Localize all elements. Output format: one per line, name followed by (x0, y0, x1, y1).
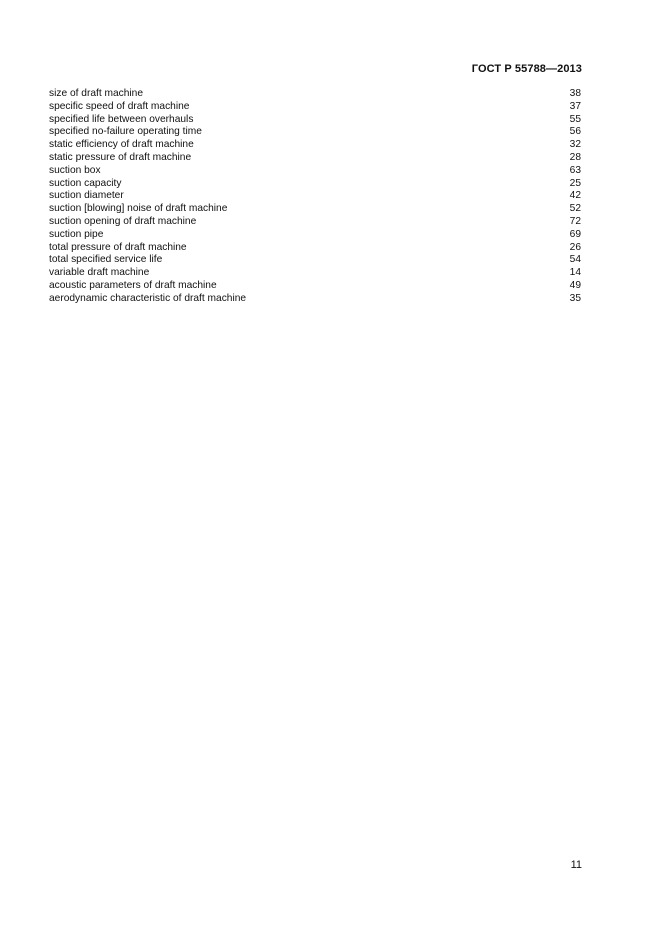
index-term: suction box (49, 164, 101, 176)
index-term: specific speed of draft machine (49, 100, 190, 112)
index-entry (49, 165, 581, 178)
index-term: suction capacity (49, 177, 122, 189)
index-term: variable draft machine (49, 267, 150, 279)
index-page-ref: 26 (569, 241, 581, 253)
index-term: suction pipe (49, 228, 104, 240)
index-entry (49, 280, 581, 293)
index-page-ref: 37 (569, 100, 581, 112)
index-entry (49, 229, 581, 242)
index-term: total specified service life (49, 254, 163, 266)
index-page-ref: 52 (569, 203, 581, 215)
index-term: static pressure of draft machine (49, 151, 192, 163)
index-entry (49, 126, 581, 139)
index-page-ref: 69 (569, 228, 581, 240)
index-entry (49, 139, 581, 152)
index-term: acoustic parameters of draft machine (49, 279, 217, 291)
index-term: suction opening of draft machine (49, 215, 197, 227)
index-entry (49, 267, 581, 280)
index-page-ref: 54 (569, 254, 581, 266)
index-term: specified life between overhauls (49, 113, 194, 125)
index-entry (49, 203, 581, 216)
index-entry (49, 254, 581, 267)
index-page-ref: 28 (569, 151, 581, 163)
index-page-ref: 32 (569, 139, 581, 151)
index-entry (49, 88, 581, 101)
index-term: size of draft machine (49, 88, 143, 99)
index-entry (49, 242, 581, 255)
standard-code-header: ГОСТ Р 55788—2013 (471, 63, 582, 75)
index-entry (49, 293, 581, 306)
index-term: aerodynamic characteristic of draft machine (49, 292, 247, 304)
index-page-ref: 14 (569, 267, 581, 279)
index-entry (49, 114, 581, 127)
index-page-ref: 25 (569, 177, 581, 189)
index-page-ref: 38 (569, 88, 581, 99)
index-entry (49, 178, 581, 191)
index-page-ref: 56 (569, 126, 581, 138)
index-entry (49, 152, 581, 165)
index-page-ref: 63 (569, 164, 581, 176)
index-term: total pressure of draft machine (49, 241, 187, 253)
page-number: 11 (570, 859, 582, 871)
index-entry (49, 216, 581, 229)
index-term: suction diameter (49, 190, 124, 202)
index-page-ref: 55 (569, 113, 581, 125)
index-term: static efficiency of draft machine (49, 139, 194, 151)
index-page-ref: 72 (569, 215, 581, 227)
index-page-ref: 49 (569, 279, 581, 291)
index-page-ref: 42 (569, 190, 581, 202)
index-entry (49, 190, 581, 203)
index-term: suction [blowing] noise of draft machine (49, 203, 228, 215)
index-entry (49, 101, 581, 114)
term-index-list (49, 88, 581, 306)
index-page-ref: 35 (569, 292, 581, 304)
index-term: specified no-failure operating time (49, 126, 202, 138)
